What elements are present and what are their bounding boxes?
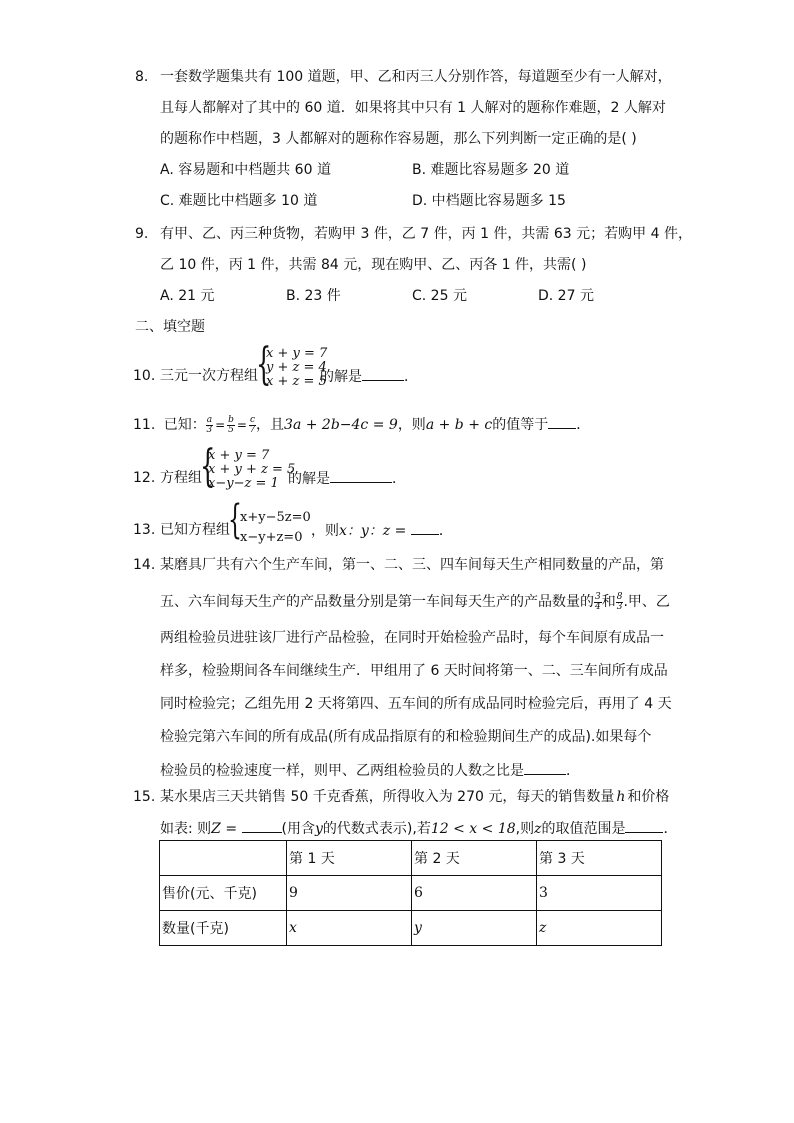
- q12-brace: {: [200, 441, 216, 492]
- table-cell: 第 2 天: [412, 841, 537, 876]
- q11-mid2: ，则: [397, 417, 426, 433]
- section-heading: 二、填空题: [135, 319, 205, 335]
- q12-eq-3: x−y−z = 1: [208, 476, 279, 491]
- q8-option-c: C. 难题比中档题多 10 道: [160, 193, 318, 209]
- q15-ineq: 12 < x < 18: [430, 821, 516, 837]
- q13-eq-2: x−y+z=0: [240, 530, 303, 545]
- q15-line-2d: ,则: [515, 821, 535, 837]
- q11-expr2: a + b + c: [425, 417, 493, 433]
- table-cell: x: [287, 911, 412, 946]
- q15-h: h: [616, 789, 626, 805]
- q8-line-3: 的题称作中档题，3 人都解对的题称作容易题，那么下列判断一定正确的是( ): [160, 131, 637, 147]
- q13-suffix: [311, 520, 453, 541]
- q12-answer-blank[interactable]: [330, 468, 392, 483]
- q12-eq-2: x + y + z = 5: [208, 462, 296, 477]
- q14-line-5: 同时检验完；乙组先用 2 天将第四、五车间的所有成品同时检验完后，再用了 4 天: [160, 696, 672, 712]
- table-cell: z: [537, 911, 662, 946]
- q14-line-2b: .甲、乙: [623, 594, 670, 610]
- q15-Z: Z =: [211, 821, 242, 837]
- table-cell: [160, 841, 287, 876]
- table-header-row: [160, 841, 662, 876]
- q15-line-2a: 如表: 则: [160, 821, 212, 837]
- q10-eq-1: x + y = 7: [266, 346, 328, 361]
- q11-frac-b: $\frac{b}{5}$: [228, 414, 234, 435]
- q15-answer-blank-2[interactable]: [625, 818, 663, 833]
- table-cell: y: [412, 911, 537, 946]
- q11-end: ．: [576, 417, 591, 433]
- q11-answer-blank[interactable]: [548, 414, 576, 429]
- table-cell: 第 1 天: [287, 841, 412, 876]
- q11-eq-sign-1: =: [215, 418, 226, 432]
- q11-line: [133, 414, 590, 435]
- q10-equation-system: [266, 347, 327, 389]
- q12-suffix-text: 的解是: [288, 471, 330, 487]
- q8-line-2: 且每人都解对了其中的 60 道．如果将其中只有 1 人解对的题称作难题，2 人解对: [160, 100, 666, 116]
- q11-number: 11.: [133, 417, 156, 433]
- q10-number: 10.: [133, 368, 156, 384]
- q9-line-2: 乙 10 件，丙 1 件，共需 84 元，现在购甲、乙、丙各 1 件，共需( ): [160, 257, 587, 273]
- q14-answer-blank[interactable]: [524, 760, 566, 775]
- q10-suffix: [320, 366, 418, 387]
- q15-line-2c: 的代数式表示),若: [322, 821, 431, 837]
- q13-end: ．: [438, 523, 453, 539]
- q10-answer-blank[interactable]: [362, 366, 404, 381]
- q13-number: 13.: [133, 522, 156, 538]
- q10-eq-3: x + z = 5: [266, 374, 327, 389]
- q15-price-table: [159, 840, 662, 946]
- q10-end: ．: [404, 369, 418, 385]
- q15-line-1a: 某水果店三天共销售 50 千克香蕉，所得收入为 270 元，每天的销售数量: [160, 789, 615, 805]
- q15-end: ．: [663, 821, 678, 837]
- q13-brace: {: [228, 497, 242, 543]
- table-cell: 9: [287, 876, 412, 911]
- table-cell: 售价(元、千克): [160, 876, 287, 911]
- table-cell: 第 3 天: [537, 841, 662, 876]
- q14-line-2a: 五、六车间每天生产的产品数量分别是第一车间每天生产的产品数量的: [160, 594, 594, 610]
- q11-suffix: 的值等于: [492, 417, 549, 433]
- q9-option-c: C. 25 元: [412, 288, 467, 304]
- q9-option-d: D. 27 元: [538, 288, 594, 304]
- q11-mid: ，且: [256, 417, 285, 433]
- q9-line-1: 有甲、乙、丙三种货物，若购甲 3 件，乙 7 件，丙 1 件，共需 63 元；若购甲 4 件，: [160, 226, 692, 242]
- q14-line-7-text: 检验员的检验速度一样，则甲、乙两组检验员的人数之比是: [160, 763, 524, 779]
- q14-line-1: 某磨具厂共有六个生产车间，第一、二、三、四车间每天生产相同数量的产品，第: [160, 557, 664, 573]
- q14-line-3: 两组检验员进驻该厂进行产品检验，在同时开始检验产品时，每个车间原有成品一: [160, 630, 664, 646]
- q13-ratio: x：y：z: [339, 523, 391, 539]
- q10-prefix: 三元一次方程组: [160, 368, 258, 384]
- q15-line-1b: 和价格: [627, 789, 670, 805]
- q14-frac-1: $\frac{3}{4}$: [595, 591, 601, 612]
- q15-z: z: [534, 821, 542, 837]
- table-row: [160, 911, 662, 946]
- q10-eq-2: y + z = 4: [266, 360, 327, 375]
- q12-eq-1: x + y = 7: [208, 448, 270, 463]
- q13-prefix: 已知方程组: [160, 522, 230, 538]
- q11-frac-a: $\frac{a}{3}$: [206, 414, 213, 435]
- q12-suffix: [288, 468, 406, 489]
- q11-frac-c: $\frac{c}{7}$: [249, 414, 256, 435]
- q13-suffix-text: ，则: [311, 523, 339, 539]
- q14-line-6: 检验完第六车间的所有成品(所有成品指原有的和检验期间生产的成品).如果每个: [160, 729, 652, 745]
- q13-answer-blank[interactable]: [411, 520, 439, 535]
- q14-frac-2: $\frac{8}{3}$: [616, 591, 623, 612]
- q8-number: 8.: [135, 69, 149, 85]
- q9-option-a: A. 21 元: [160, 288, 215, 304]
- q15-line-2b: (用含: [281, 821, 315, 837]
- table-cell: 3: [537, 876, 662, 911]
- q8-option-a: A. 容易题和中档题共 60 道: [160, 162, 331, 178]
- q9-number: 9.: [135, 226, 149, 242]
- q8-option-d: D. 中档题比容易题多 15: [412, 193, 566, 209]
- q9-option-b: B. 23 件: [286, 288, 341, 304]
- q15-line-2e: 的取值范围是: [541, 821, 626, 837]
- table-cell: 数量(千克): [160, 911, 287, 946]
- q13-eq-1: x+y−5z=0: [240, 510, 311, 525]
- q12-number: 12.: [133, 470, 156, 486]
- q15-answer-blank-1[interactable]: [242, 818, 282, 833]
- q12-equation-system: [208, 449, 295, 491]
- q14-and: 和: [601, 594, 616, 610]
- q14-end: ．: [566, 763, 580, 779]
- q15-number: 15.: [133, 789, 156, 805]
- q8-option-b: B. 难题比容易题多 20 道: [412, 162, 570, 178]
- q15-line-2: [160, 818, 677, 839]
- q10-brace: {: [256, 339, 272, 390]
- q13-eq-sign: =: [390, 523, 411, 539]
- q12-end: ．: [392, 471, 406, 487]
- q14-line-4: 样多，检验期间各车间继续生产．甲组用了 6 天时间将第一、二、三车间所有成品: [160, 663, 668, 679]
- q11-expr: 3a + 2b−4c = 9: [284, 417, 398, 433]
- table-cell: 6: [412, 876, 537, 911]
- q8-line-1: 一套数学题集共有 100 道题，甲、乙和丙三人分别作答，每道题至少有一人解对，: [160, 69, 672, 85]
- q11-prefix: 已知：: [163, 417, 206, 433]
- q12-prefix: 方程组: [160, 470, 202, 486]
- q11-eq-sign-2: =: [236, 418, 247, 432]
- table-row: [160, 876, 662, 911]
- q15-line-1: [160, 787, 669, 807]
- q14-number: 14.: [133, 557, 156, 573]
- q14-line-7: [160, 760, 580, 781]
- q15-y: y: [315, 821, 323, 837]
- q13-equation-system: [240, 508, 311, 548]
- q14-line-2: [160, 592, 670, 612]
- q10-suffix-text: 的解是: [320, 369, 362, 385]
